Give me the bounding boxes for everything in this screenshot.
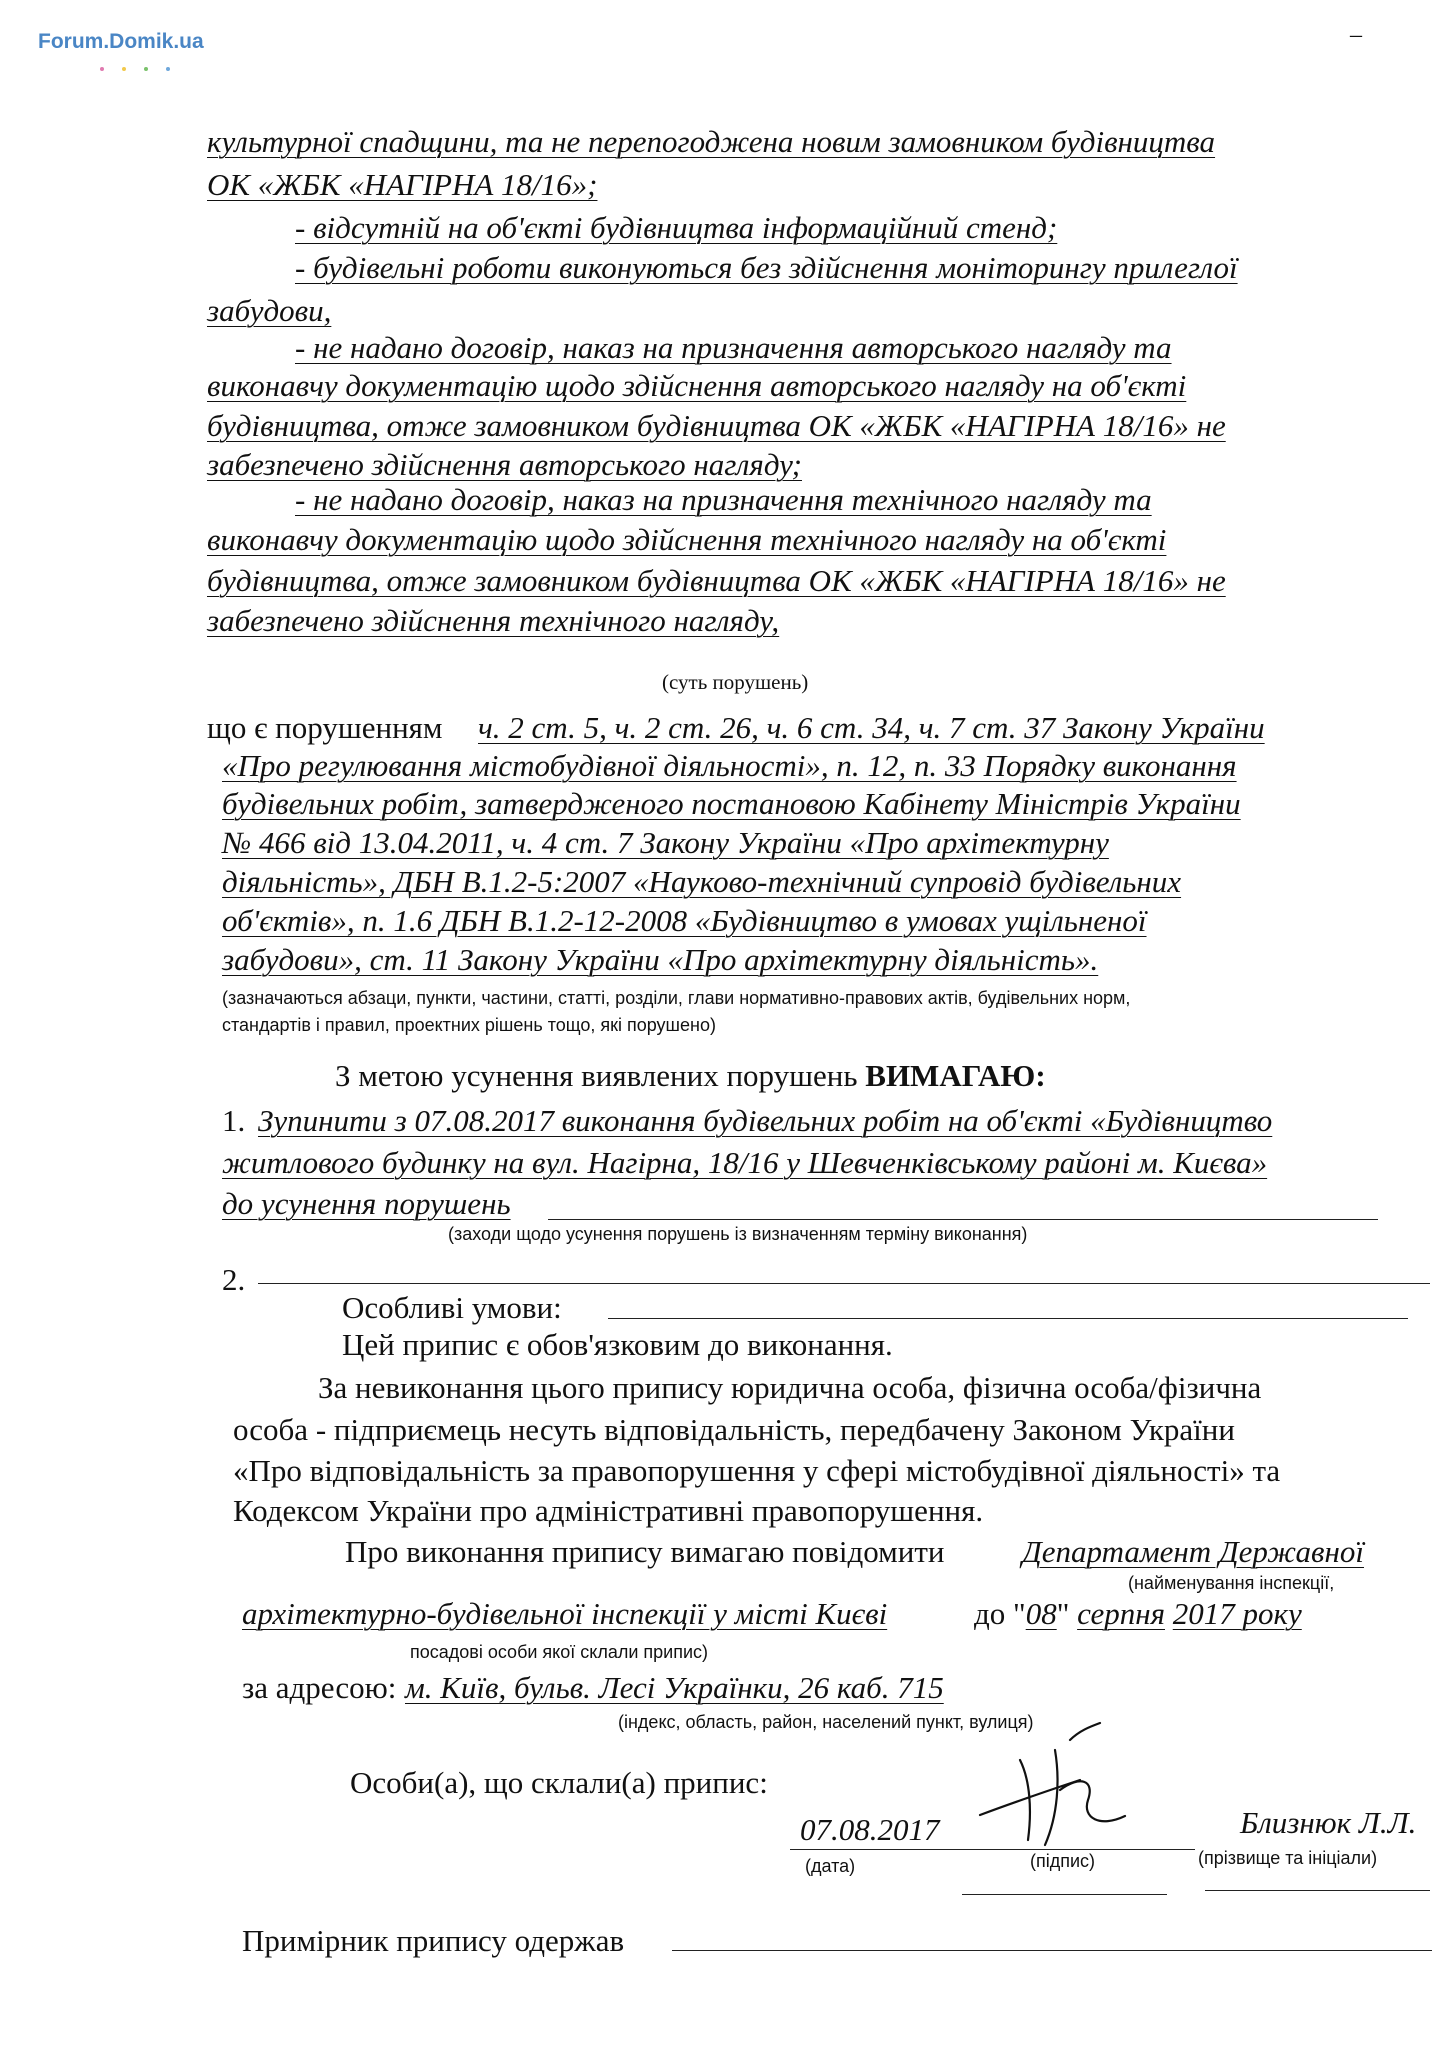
norm-line: діяльність», ДБН В.1.2-5:2007 «Науково-технічний супровід будівельних	[222, 864, 1182, 899]
notify-authority-1: Департамент Державної	[1022, 1534, 1364, 1569]
violation-line: - не надано договір, наказ на призначення технічного нагляду та	[295, 482, 1152, 517]
special-conditions-line	[608, 1318, 1408, 1319]
violation-line: культурної спадщини, та не перепогоджена новим замовником будівництва	[207, 124, 1216, 159]
demand-heading	[335, 1058, 1046, 1094]
watermark-dot	[166, 67, 170, 71]
watermark-dot	[100, 67, 104, 71]
violation-line: будівництва, отже замовником будівництва ОК «ЖБК «НАГІРНА 18/16» не	[207, 563, 1226, 598]
watermark-dot	[144, 67, 148, 71]
demand-word: ВИМАГАЮ:	[865, 1058, 1046, 1093]
violation-line: забезпечено здійснення технічного нагляду,	[207, 603, 780, 638]
liability-line: За невиконання цього припису юридична особа, фізична особа/фізична	[318, 1370, 1262, 1405]
watermark-dots	[100, 58, 188, 76]
norm-line: ч. 2 ст. 5, ч. 2 ст. 26, ч. 6 ст. 34, ч. 7 ст. 37 Закону України	[478, 710, 1265, 745]
norm-line: будівельних робіт, затвердженого постановою Кабінету Міністрів України	[222, 786, 1241, 821]
liability-line: особа - підприємець несуть відповідальність, передбачену Законом України	[233, 1412, 1235, 1447]
forum-watermark: Forum.Domik.ua	[38, 30, 204, 53]
item1-line: житлового будинку на вул. Нагірна, 18/16 у Шевченківському районі м. Києва»	[222, 1145, 1268, 1180]
copy-received-line	[672, 1950, 1432, 1951]
corner-dash: –	[1350, 22, 1362, 48]
notify-day: 08	[1025, 1596, 1057, 1631]
norm-line: «Про регулювання містобудівної діяльності», п. 12, п. 33 Порядку виконання	[222, 748, 1237, 783]
notify-deadline	[974, 1596, 1302, 1632]
liability-line: «Про відповідальність за правопорушення у сфері містобудівної діяльності» та	[233, 1453, 1281, 1488]
item1-number: 1.	[222, 1103, 246, 1138]
item1-caption: (заходи щодо усунення порушень із визначенням терміну виконання)	[448, 1224, 1028, 1244]
norms-caption-line: (зазначаються абзаци, пункти, частини, статті, розділи, глави нормативно-правових актів, будівельних норм,	[222, 988, 1131, 1008]
violation-line: - будівельні роботи виконуються без здійснення моніторингу прилеглої	[295, 250, 1238, 285]
item2-number: 2.	[222, 1262, 246, 1297]
violation-line: забудови,	[207, 293, 332, 328]
violation-line: будівництва, отже замовником будівництва ОК «ЖБК «НАГІРНА 18/16» не	[207, 408, 1226, 443]
handwritten-signature	[960, 1720, 1180, 1870]
notify-caption-1: (найменування інспекції,	[1128, 1573, 1335, 1593]
extra-line-2	[1205, 1890, 1430, 1891]
extra-line-1	[962, 1894, 1167, 1895]
address-caption: (індекс, область, район, населений пункт, вулиця)	[618, 1712, 1034, 1732]
violation-line: виконавчу документацію щодо здійснення технічного нагляду на об'єкті	[207, 522, 1167, 557]
persons-label: Особи(а), що склали(а) припис:	[350, 1765, 768, 1800]
violation-line: виконавчу документацію щодо здійснення авторського нагляду на об'єкті	[207, 368, 1187, 403]
norms-caption-line: стандартів і правил, проектних рішень тощо, які порушено)	[222, 1015, 716, 1035]
norm-line: № 466 від 13.04.2011, ч. 4 ст. 7 Закону України «Про архітектурну	[222, 825, 1109, 860]
notify-until: до "	[974, 1596, 1026, 1631]
violation-line: ОК «ЖБК «НАГІРНА 18/16»;	[207, 167, 598, 202]
notify-month: серпня	[1077, 1596, 1165, 1631]
notify-authority-2: архітектурно-будівельної інспекції у місті Києві	[242, 1596, 888, 1631]
notify-quote: "	[1056, 1596, 1070, 1631]
demand-intro: З метою усунення виявлених порушень	[335, 1058, 858, 1093]
sign-name: Близнюк Л.Л.	[1240, 1805, 1417, 1840]
item1-line: Зупинити з 07.08.2017 виконання будівельних робіт на об'єкті «Будівництво	[258, 1103, 1273, 1138]
violations-caption: (суть порушень)	[662, 670, 809, 694]
item1-fill-line	[548, 1219, 1378, 1220]
mandatory-text: Цей припис є обов'язковим до виконання.	[342, 1327, 893, 1362]
norm-line: забудови», ст. 11 Закону України «Про архітектурну діяльність».	[222, 942, 1099, 977]
special-conditions-label: Особливі умови:	[342, 1290, 562, 1325]
sign-date: 07.08.2017	[800, 1812, 940, 1847]
violation-line: - відсутній на об'єкті будівництва інформаційний стенд;	[295, 210, 1058, 245]
copy-received-label: Примірник припису одержав	[242, 1923, 625, 1958]
violation-line: - не надано договір, наказ на призначення авторського нагляду та	[295, 330, 1172, 365]
watermark-dot	[122, 67, 126, 71]
norms-intro: що є порушенням	[207, 710, 443, 745]
notify-text: Про виконання припису вимагаю повідомити	[345, 1534, 945, 1569]
notify-caption-2: посадові особи якої склали припис)	[410, 1642, 709, 1662]
notify-year: 2017 року	[1172, 1596, 1302, 1631]
address-label: за адресою:	[242, 1670, 397, 1705]
sign-name-caption: (прізвище та ініціали)	[1198, 1848, 1378, 1868]
address-value: м. Київ, бульв. Лесі Українки, 26 каб. 715	[405, 1670, 944, 1705]
item1-line: до усунення порушень	[222, 1186, 511, 1221]
sign-caption: (підпис)	[1030, 1851, 1096, 1871]
item2-fill-line	[258, 1283, 1430, 1284]
violation-line: забезпечено здійснення авторського нагляду;	[207, 447, 802, 482]
norm-line: об'єктів», п. 1.6 ДБН В.1.2-12-2008 «Будівництво в умовах ущільненої	[222, 903, 1147, 938]
liability-line: Кодексом України про адміністративні правопорушення.	[233, 1493, 984, 1528]
sign-date-caption: (дата)	[805, 1856, 856, 1876]
